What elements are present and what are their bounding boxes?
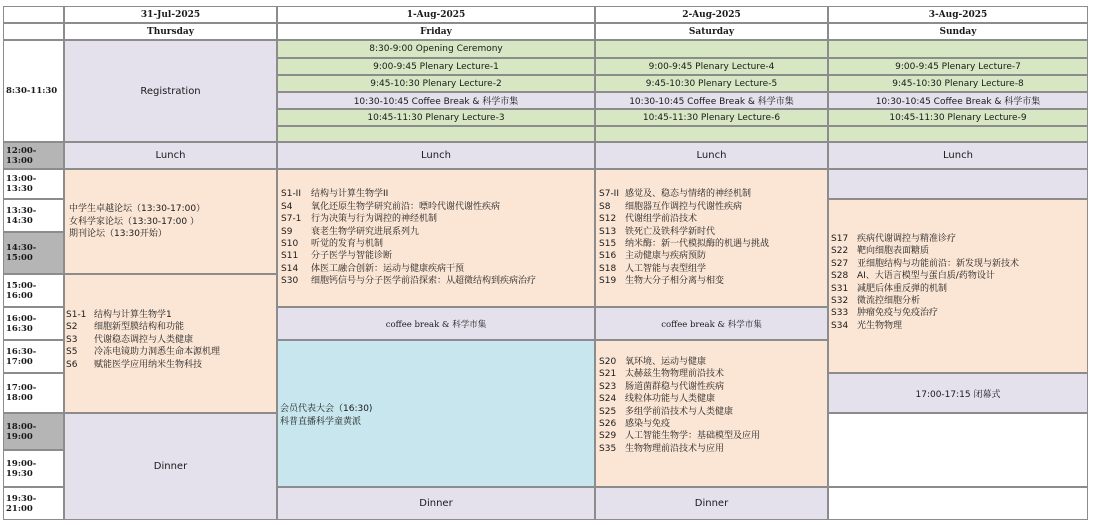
session-row: [831, 307, 1087, 319]
session-title: 结构与计算生物学II: [311, 189, 389, 200]
friday-morning-spacer: [277, 126, 595, 142]
sunday-blank-evening: [828, 413, 1088, 487]
session-row: [66, 346, 276, 358]
session-row: [831, 295, 1087, 307]
session-title: 肠道菌群稳与代谢性疾病: [625, 381, 725, 392]
session-row: [281, 213, 594, 225]
session-title: 生物物理前沿技术与应用: [625, 443, 725, 454]
session-row: [66, 334, 276, 346]
session-title: 感觉及、稳态与情绪的神经机制: [625, 189, 752, 200]
session-code: S14: [281, 263, 299, 274]
friday-dinner: Dinner: [277, 487, 595, 520]
thursday-forums: [64, 169, 277, 274]
friday-assembly-line: 会员代表大会（16:30): [280, 404, 373, 414]
session-code: S30: [281, 276, 299, 287]
session-row: [599, 381, 827, 393]
thursday-forum-line: 中学生卓越论坛（13:30-17:00）: [69, 204, 206, 214]
thursday-lunch: Lunch: [64, 142, 277, 169]
thursday-dinner: Dinner: [64, 413, 277, 520]
friday-sessions: [277, 169, 595, 307]
session-code: S5: [66, 347, 78, 358]
session-code: S7-II: [599, 189, 619, 200]
saturday-sessions-evening: [595, 340, 828, 487]
session-code: S7-1: [281, 214, 302, 225]
session-title: 代谢稳态调控与人类健康: [94, 334, 194, 345]
session-code: S25: [599, 406, 617, 417]
time-slot-morning: 8:30-11:30: [3, 40, 64, 142]
session-code: S8: [599, 201, 611, 212]
session-title: 肿瘤免疫与免疫治疗: [857, 308, 939, 319]
sunday-plenary-7: 9:00-9:45 Plenary Lecture-7: [828, 58, 1088, 75]
saturday-plenary-4: 9:00-9:45 Plenary Lecture-4: [595, 58, 828, 75]
session-row: [831, 245, 1087, 257]
time-slot-lunch: 12:00-13:00: [3, 142, 64, 169]
session-code: S4: [281, 201, 293, 212]
session-title: 减肥后体重反弹的机制: [857, 283, 948, 294]
header-corner-date: [3, 6, 64, 23]
session-title: 赋能医学应用纳米生物科技: [94, 359, 203, 370]
session-code: S2: [66, 322, 78, 333]
sunday-coffee-break: 10:30-10:45 Coffee Break & 科学市集: [828, 92, 1088, 109]
session-row: [66, 359, 276, 371]
session-code: S31: [831, 283, 849, 294]
session-code: S24: [599, 394, 617, 405]
session-row: [66, 309, 276, 321]
session-title: 铁死亡及铁科学新时代: [625, 226, 716, 237]
session-code: S9: [281, 226, 293, 237]
session-title: 微流控细胞分析: [857, 296, 921, 307]
friday-plenary-2: 9:45-10:30 Plenary Lecture-2: [277, 75, 595, 92]
session-row: [281, 188, 594, 200]
session-title: 衰老生物学研究进展系列九: [311, 226, 420, 237]
session-row: [281, 263, 594, 275]
session-row: [281, 250, 594, 262]
session-row: [599, 201, 827, 213]
thursday-forum-line: 女科学家论坛（13:30-17:00 ）: [69, 216, 199, 227]
sunday-blank-night: [828, 487, 1088, 520]
friday-lunch: Lunch: [277, 142, 595, 169]
session-code: S13: [599, 226, 617, 237]
session-row: [599, 418, 827, 430]
session-title: 结构与计算生物学1: [94, 310, 172, 320]
session-title: 细胞新型膜结构和功能: [94, 322, 185, 333]
session-code: S23: [599, 381, 617, 392]
session-row: [599, 263, 827, 275]
time-slot-1330: 13:30-14:30: [3, 199, 64, 232]
session-code: S32: [831, 296, 849, 307]
date-header-thursday: 31-Jul-2025: [64, 6, 277, 23]
time-slot-1500: 15:00-16:00: [3, 274, 64, 307]
session-title: 主动健康与疾病预防: [625, 251, 707, 262]
time-slot-1700: 17:00-18:00: [3, 373, 64, 413]
session-row: [831, 270, 1087, 282]
session-row: [599, 356, 827, 368]
session-code: S20: [599, 357, 617, 367]
header-corner-day: [3, 23, 64, 40]
saturday-lunch: Lunch: [595, 142, 828, 169]
session-code: S15: [599, 239, 617, 249]
time-slot-1900: 19:00-19:30: [3, 450, 64, 487]
weekday-header-saturday: Saturday: [595, 23, 828, 40]
session-title: 行为决策与行为调控的神经机制: [311, 214, 438, 225]
session-title: 多组学前沿技术与人类健康: [625, 406, 734, 417]
session-title: 纳米酶：新一代模拟酶的机遇与挑战: [625, 239, 770, 249]
session-title: 冷冻电镜助力洞悉生命本源机理: [94, 347, 221, 358]
session-row: [281, 275, 594, 287]
session-row: [599, 275, 827, 287]
weekday-header-thursday: Thursday: [64, 23, 277, 40]
session-code: S22: [831, 246, 849, 257]
session-row: [831, 258, 1087, 270]
session-row: [599, 393, 827, 405]
time-slot-1630: 16:30-17:00: [3, 340, 64, 373]
session-code: S35: [599, 443, 617, 454]
session-code: S28: [831, 271, 849, 282]
saturday-plenary-5: 9:45-10:30 Plenary Lecture-5: [595, 75, 828, 92]
session-row: [281, 226, 594, 238]
session-code: S16: [599, 251, 617, 262]
session-title: 细胞钙信号与分子医学前沿探索：从超微结构到疾病治疗: [311, 276, 537, 287]
friday-assembly-line: 科普直播科学童黄派: [280, 416, 362, 427]
friday-coffee-market: coffee break & 科学市集: [277, 307, 595, 340]
session-title: 感染与免疫: [625, 419, 671, 430]
session-title: 代谢组学前沿技术: [625, 214, 698, 225]
time-slot-1800: 18:00-19:00: [3, 413, 64, 450]
sunday-plenary-9: 10:45-11:30 Plenary Lecture-9: [828, 109, 1088, 126]
session-code: S19: [599, 276, 617, 287]
session-title: 细胞器互作调控与代谢性疾病: [625, 201, 743, 212]
saturday-coffee-break: 10:30-10:45 Coffee Break & 科学市集: [595, 92, 828, 109]
session-row: [831, 320, 1087, 332]
session-row: [281, 201, 594, 213]
session-row: [599, 213, 827, 225]
session-row: [66, 321, 276, 333]
session-title: 线粒体功能与人类健康: [625, 394, 716, 405]
friday-coffee-break: 10:30-10:45 Coffee Break & 科学市集: [277, 92, 595, 109]
session-row: [599, 368, 827, 380]
sunday-plenary-8: 9:45-10:30 Plenary Lecture-8: [828, 75, 1088, 92]
session-code: S29: [599, 431, 617, 442]
session-title: 氧环境、运动与健康: [625, 357, 707, 367]
session-row: [599, 443, 827, 455]
session-row: [599, 226, 827, 238]
saturday-coffee-market: coffee break & 科学市集: [595, 307, 828, 340]
session-title: 光生物物理: [857, 320, 903, 331]
sunday-morning-spacer: [828, 126, 1088, 142]
session-title: 亚细胞结构与功能前沿：新发现与新技术: [857, 258, 1020, 269]
session-code: S26: [599, 419, 617, 430]
session-row: [599, 188, 827, 200]
session-code: S33: [831, 308, 849, 319]
session-row: [599, 406, 827, 418]
session-code: S10: [281, 239, 299, 249]
session-row: [599, 238, 827, 250]
friday-assembly: [277, 340, 595, 487]
session-code: S18: [599, 263, 617, 274]
session-title: 靶向细胞表面糖质: [857, 246, 930, 257]
session-code: S1-1: [66, 310, 87, 320]
session-title: 生物大分子相分离与相变: [625, 276, 725, 287]
session-title: 体医工融合创新：运动与健康疾病干预: [311, 263, 465, 274]
weekday-header-friday: Friday: [277, 23, 595, 40]
sunday-sessions: [828, 199, 1088, 373]
saturday-sessions: [595, 169, 828, 307]
session-row: [831, 233, 1087, 245]
date-header-friday: 1-Aug-2025: [277, 6, 595, 23]
session-title: 听觉的发育与机制: [311, 239, 384, 249]
session-code: S12: [599, 214, 617, 225]
session-row: [599, 250, 827, 262]
session-code: S27: [831, 258, 849, 269]
session-title: 氧化还原生物学研究前沿：嘌呤代谢代谢性疾病: [311, 201, 501, 212]
session-code: S11: [281, 251, 299, 262]
time-slot-1930: 19:30-21:00: [3, 487, 64, 520]
session-title: 人工智能生物学：基础模型及应用: [625, 431, 761, 442]
thursday-sessions: [64, 274, 277, 413]
thursday-registration: Registration: [64, 40, 277, 142]
session-title: AI、大语言模型与蛋白质/药物设计: [857, 271, 995, 282]
session-row: [831, 283, 1087, 295]
weekday-header-sunday: Sunday: [828, 23, 1088, 40]
friday-opening-ceremony: 8:30-9:00 Opening Ceremony: [277, 40, 595, 58]
saturday-dinner: Dinner: [595, 487, 828, 520]
date-header-sunday: 3-Aug-2025: [828, 6, 1088, 23]
sunday-morning-blank: [828, 40, 1088, 58]
sunday-closing-ceremony: 17:00-17:15 闭幕式: [828, 373, 1088, 413]
sunday-lunch: Lunch: [828, 142, 1088, 169]
session-code: S1-II: [281, 189, 301, 200]
time-slot-1600: 16:00-16:30: [3, 307, 64, 340]
saturday-morning-blank: [595, 40, 828, 58]
saturday-morning-spacer: [595, 126, 828, 142]
session-code: S3: [66, 334, 78, 345]
session-title: 太赫兹生物物理前沿技术: [625, 369, 725, 380]
sunday-blank-1300: [828, 169, 1088, 199]
time-slot-1430: 14:30-15:00: [3, 232, 64, 274]
thursday-forum-line: 期刊论坛（13:30开始）: [69, 229, 167, 239]
session-title: 分子医学与智能诊断: [311, 251, 393, 262]
session-title: 人工智能与表型组学: [625, 263, 707, 274]
time-slot-1300: 13:00-13:30: [3, 169, 64, 199]
session-code: S6: [66, 359, 78, 370]
session-code: S17: [831, 234, 849, 244]
date-header-saturday: 2-Aug-2025: [595, 6, 828, 23]
session-row: [281, 238, 594, 250]
session-row: [599, 430, 827, 442]
saturday-plenary-6: 10:45-11:30 Plenary Lecture-6: [595, 109, 828, 126]
friday-plenary-3: 10:45-11:30 Plenary Lecture-3: [277, 109, 595, 126]
friday-plenary-1: 9:00-9:45 Plenary Lecture-1: [277, 58, 595, 75]
session-title: 疾病代谢调控与精准诊疗: [857, 234, 957, 244]
session-code: S34: [831, 320, 849, 331]
session-code: S21: [599, 369, 617, 380]
